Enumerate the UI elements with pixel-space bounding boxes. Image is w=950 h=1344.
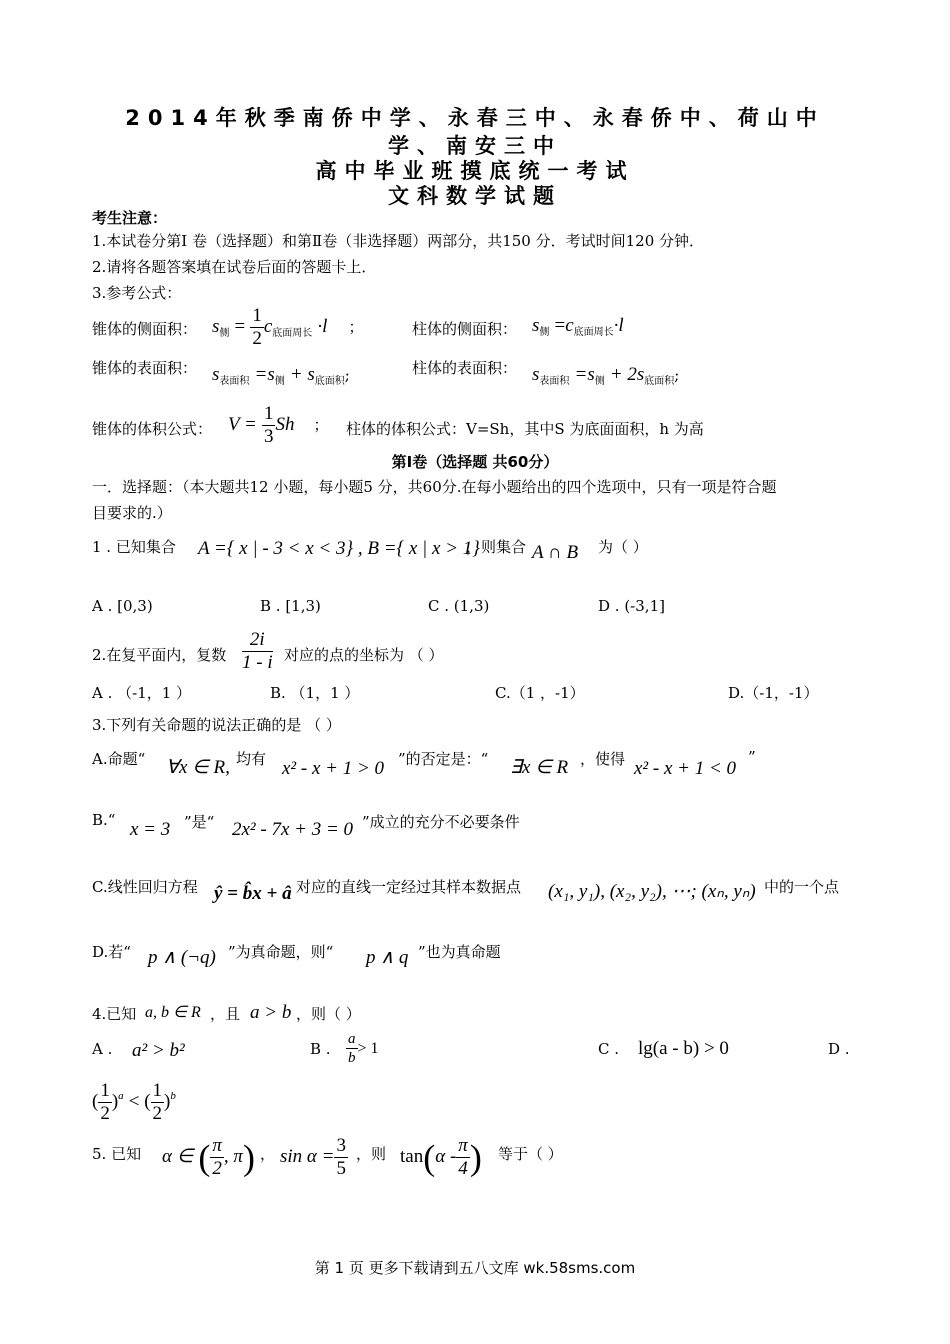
q4-condition: a > b <box>250 1002 292 1023</box>
q3-a-ineq2: x² - x + 1 < 0 <box>634 758 737 779</box>
q1-option-c: C . (1,3) <box>428 597 490 615</box>
q4-vars: a, b ∈ R <box>145 1004 201 1021</box>
q3-a-mid2: ”的否定是：“ <box>398 750 489 768</box>
formula-prism-surface-label: 柱体的表面积： <box>412 359 518 377</box>
section-intro-line-2: 目要求的.） <box>92 504 172 522</box>
formula-cone-lateral-label: 锥体的侧面积： <box>92 320 198 338</box>
q3-c-prefix: C.线性回归方程 <box>92 878 198 896</box>
q3-a-prefix: A.命题“ <box>92 750 146 768</box>
q1-option-b: B . [1,3) <box>260 597 321 615</box>
formula-prism-lateral: $s_侧 =c_{底面周长}\cdot l$ <box>532 315 624 338</box>
q3-a-forall: ∀x ∈ R, <box>166 757 230 778</box>
title-line-3: 高中毕业班摸底统一考试 <box>315 159 635 183</box>
q5-sep2: ，则 <box>356 1145 387 1163</box>
formula-prism-volume: 柱体的体积公式：V=Sh，其中S 为底面面积，h 为高 <box>346 420 704 438</box>
title-line-1: 2014年秋季南侨中学、永春三中、永春侨中、荷山中 <box>125 106 825 130</box>
q3-d-tail: ”也为真命题 <box>418 943 501 961</box>
q4-option-d-label: D . <box>828 1040 850 1058</box>
q3-b-expr2: 2x² - 7x + 3 = 0 <box>232 819 354 840</box>
formula-cone-lateral: $s_侧$ = $\frac{1}{2}$ $c_{底面周长} \cdot l$ ； <box>212 305 364 349</box>
q2-fraction: $\frac{2i}{1 - i}$ <box>242 629 273 673</box>
q1-sets: A ={ x | - 3 < x < 3} , B ={ x | x > 1} <box>198 538 480 559</box>
q1-option-d: D . (-3,1] <box>598 597 665 615</box>
q5-prefix: 5. 已知 <box>92 1145 142 1163</box>
title-line-4: 文科数学试题 <box>388 184 562 208</box>
q5-tan: tan(α - $\frac{\pi}{4}$ ) <box>400 1135 482 1179</box>
q4-option-c: lg(a - b) > 0 <box>638 1038 729 1059</box>
formula-cone-surface-label: 锥体的表面积： <box>92 359 198 377</box>
formula-cone-surface: $s_{表面积} =s_侧 + s_{底面积}$; <box>212 364 350 387</box>
q4-option-b: $\frac{a}{b}$ > 1 <box>348 1031 379 1066</box>
q3-a-exists: ∃x ∈ R <box>510 757 569 778</box>
notice-item-2: 2.请将各题答案填在试卷后面的答题卡上． <box>92 258 377 276</box>
q3-d-expr2: p ∧ q <box>366 947 409 968</box>
q3-b-prefix: B.“ <box>92 811 116 829</box>
q1-intersection: A ∩ B <box>532 542 579 563</box>
q1-mid: ，则集合 <box>466 538 527 556</box>
q1-tail: 为（ ） <box>598 538 648 556</box>
notice-item-1: 1.本试卷分第Ⅰ 卷（选择题）和第Ⅱ卷（非选择题）两部分，共150 分．考试时间120 分钟． <box>92 232 705 250</box>
q4-prefix: 4.已知 <box>92 1005 137 1023</box>
q3-b-mid: ”是“ <box>184 813 215 831</box>
q3-b-tail: ”成立的充分不必要条件 <box>362 813 520 831</box>
formula-prism-surface: $s_{表面积} =s_侧 + 2s_{底面积}$; <box>532 364 680 387</box>
q3-d-prefix: D.若“ <box>92 943 131 961</box>
q2-tail: 对应的点的坐标为 （ ） <box>284 646 444 664</box>
q4-option-a: a² > b² <box>132 1040 185 1061</box>
q5-sin: sin α = $\frac{3}{5}$ <box>280 1135 346 1179</box>
q3-a-mid3: ，使得 <box>580 750 626 768</box>
q3-d-expr1: p ∧ (¬q) <box>148 947 216 968</box>
q2-option-c: C.（1 ，-1） <box>495 684 585 702</box>
q3-a-end: ” <box>748 748 756 766</box>
formula-cone-volume-label: 锥体的体积公式： <box>92 420 213 438</box>
q3-c-expr: ŷ = b̂x + â <box>214 883 292 904</box>
section-heading: 第Ⅰ卷（选择题 共60分） <box>391 453 559 471</box>
q5-tail: 等于（ ） <box>498 1145 563 1163</box>
q3-c-tail: 中的一个点 <box>764 878 840 896</box>
q2-option-d: D.（-1，-1） <box>728 684 819 702</box>
q1-option-a: A . [0,3) <box>92 597 153 615</box>
q4-option-c-label: C . <box>598 1040 620 1058</box>
q4-mid: ，且 <box>210 1005 241 1023</box>
q4-option-a-label: A . <box>92 1040 113 1058</box>
q3-a-mid1: 均有 <box>236 750 267 768</box>
q4-option-d: ( $\frac{1}{2}$ )$^a$ < ( $\frac{1}{2}$ )$^b$ <box>92 1080 176 1124</box>
section-intro-line-1: 一．选择题：（本大题共12 小题，每小题5 分，共60分.在每小题给出的四个选项中，只有一项是符合题 <box>92 478 777 496</box>
q3-d-mid: ”为真命题，则“ <box>228 943 334 961</box>
formula-cone-volume: V = $\frac{1}{3}$ Sh ； <box>228 403 329 447</box>
q5-interval: α ∈ ( $\frac{\pi}{2}$ , π) <box>162 1135 255 1179</box>
q4-option-b-label: B . <box>310 1040 331 1058</box>
page-footer: 第 1 页 更多下载请到五八文库 wk.58sms.com <box>314 1259 636 1277</box>
q3-c-mid: 对应的直线一定经过其样本数据点 <box>296 878 522 896</box>
q2-option-a: A . （-1，1 ） <box>92 684 192 702</box>
q3-b-expr1: x = 3 <box>130 819 171 840</box>
q1-prefix: 1 . 已知集合 <box>92 538 176 556</box>
formula-prism-lateral-label: 柱体的侧面积： <box>412 320 518 338</box>
q4-tail: ，则（ ） <box>296 1005 361 1023</box>
q3-stem: 3.下列有关命题的说法正确的是 （ ） <box>92 716 341 734</box>
notice-item-3: 3.参考公式： <box>92 284 182 302</box>
q3-a-ineq1: x² - x + 1 > 0 <box>282 758 385 779</box>
q3-c-points: (x₁, y₁), (x₂, y₂), ⋯; (xₙ, yₙ) <box>548 881 756 902</box>
q2-prefix: 2.在复平面内，复数 <box>92 646 227 664</box>
title-line-2: 学、南安三中 <box>388 134 562 158</box>
q5-sep1: ， <box>260 1145 276 1163</box>
notice-heading: 考生注意： <box>92 209 168 227</box>
q2-option-b: B. （1，1 ） <box>270 684 360 702</box>
